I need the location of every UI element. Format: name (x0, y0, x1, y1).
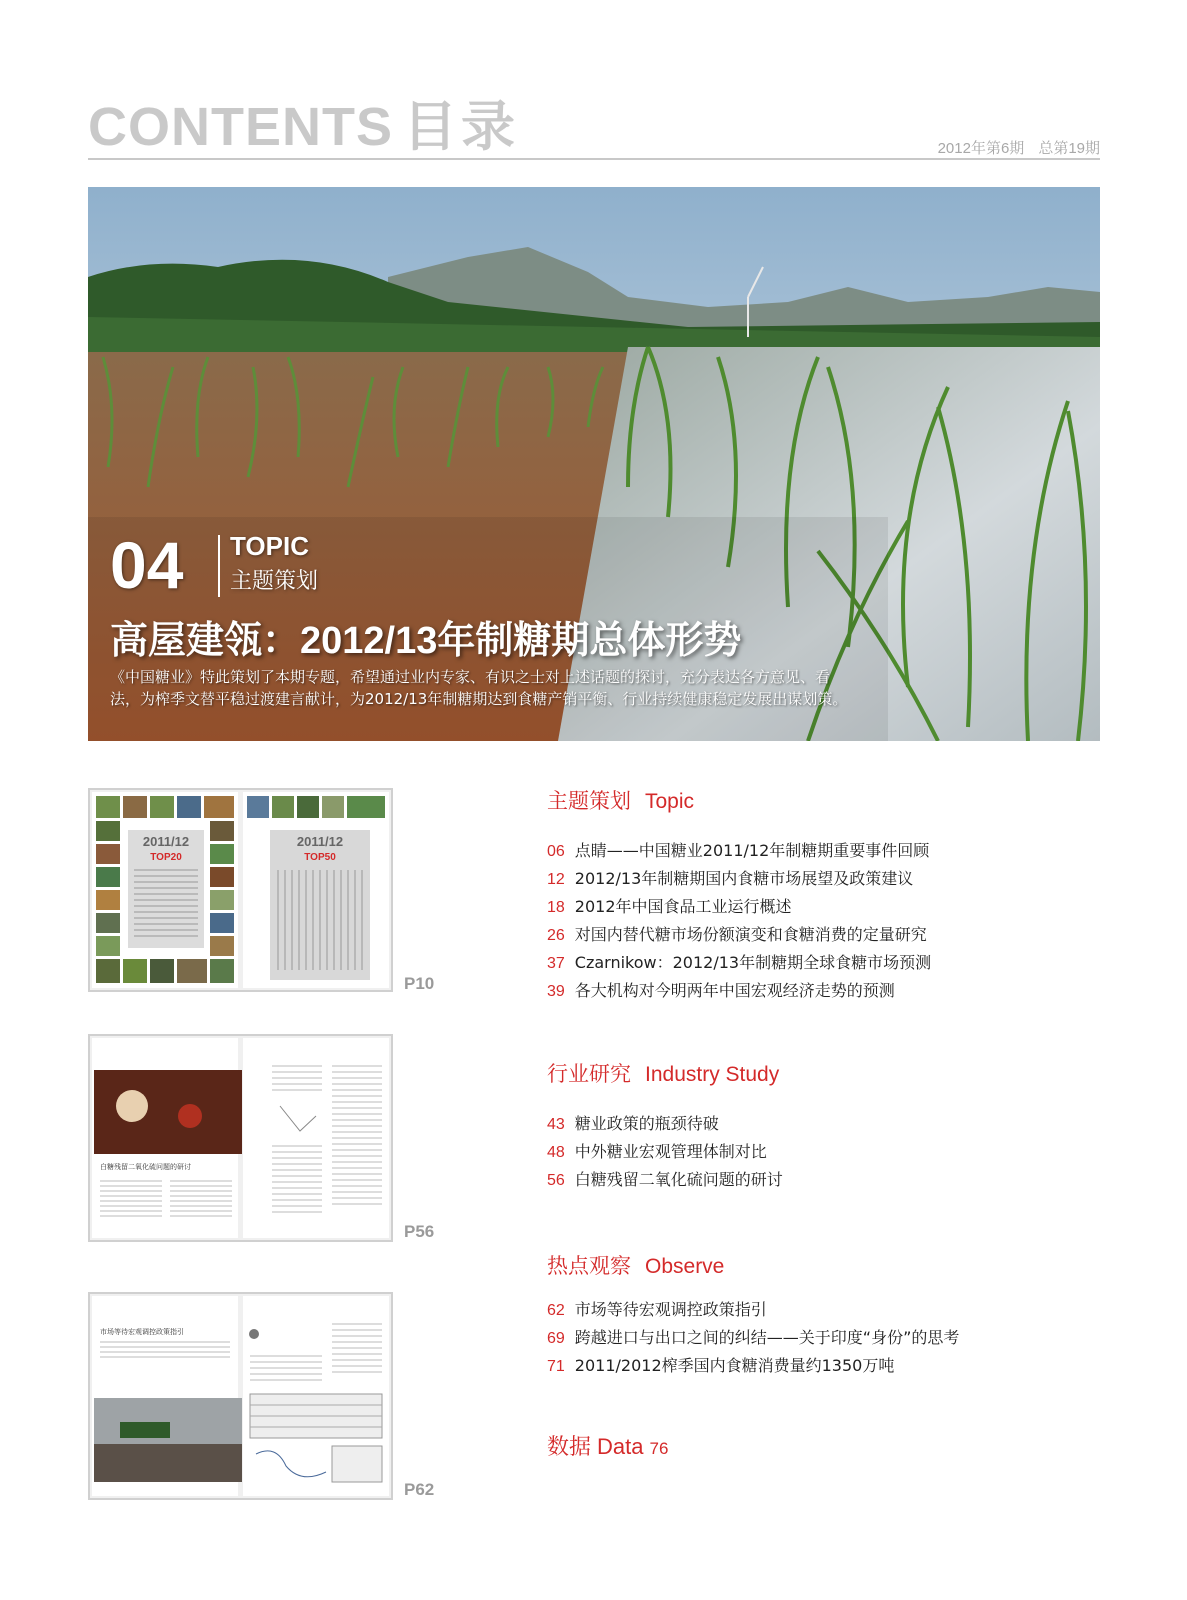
topic-label-en: TOPIC (230, 531, 309, 561)
toc-item[interactable]: 39 各大机构对今明两年中国宏观经济走势的预测 (547, 981, 895, 1000)
thumbnail-p56[interactable] (88, 1034, 393, 1242)
topic-description: 《中国糖业》特此策划了本期专题，希望通过业内专家、有识之士对上述话题的探讨，充分表达各方意见、看法，为榨季文替平稳过渡建言献计，为2012/13年制糖期达到食糖产销平衡、行业持续健康稳定发展出谋划策。 (110, 668, 848, 708)
spread-preview-p10 (90, 790, 391, 990)
p62-article-title: 市场等待宏观调控政策指引 (100, 1328, 184, 1336)
toc-item[interactable]: 37 Czarnikow：2012/13年制糖期全球食糖市场预测 (547, 953, 932, 972)
p10-left-title: 2011/12 (142, 834, 190, 849)
toc-list-industry-study (547, 1110, 1107, 1194)
title-en: CONTENTS (88, 97, 393, 157)
thumbnail-page-label-p10: P10 (404, 974, 435, 993)
topic-label-cn: 主题策划 (230, 569, 319, 594)
toc-item[interactable]: 69 跨越进口与出口之间的纠结——关于印度“身份”的思考 (547, 1328, 960, 1347)
page-title (88, 97, 519, 157)
section-title-topic: 主题策划 Topic (547, 789, 695, 813)
thumbnail-p10[interactable] (88, 788, 393, 992)
issue-number: 2012年第6期 (937, 140, 1025, 157)
toc-item[interactable]: 71 2011/2012榨季国内食糖消费量约1350万吨 (547, 1356, 895, 1375)
toc-list-topic (547, 837, 1107, 1005)
toc-item[interactable]: 12 2012/13年制糖期国内食糖市场展望及政策建议 (547, 869, 914, 888)
section-title-observe: 热点观察 Observe (547, 1254, 725, 1278)
header-divider (88, 158, 1100, 160)
spread-preview-p56 (90, 1036, 391, 1240)
topic-number: 04 (110, 528, 184, 602)
spread-preview-p62 (90, 1294, 391, 1498)
topic-headline[interactable]: 高屋建瓴：2012/13年制糖期总体形势 (110, 620, 742, 662)
hero-banner[interactable] (88, 187, 1100, 741)
issue-info (938, 137, 1100, 158)
toc-item[interactable]: 56 白糖残留二氧化硫问题的研讨 (547, 1170, 783, 1189)
p10-right-title: 2011/12 (296, 834, 344, 849)
toc-list-observe (547, 1296, 1107, 1380)
toc-item[interactable]: 06 点睛——中国糖业2011/12年制糖期重要事件回顾 (547, 841, 930, 860)
toc-item[interactable]: 43 糖业政策的瓶颈待破 (547, 1114, 719, 1133)
topic-divider (218, 535, 220, 597)
thumbnail-page-label-p62: P62 (404, 1480, 435, 1499)
toc-item[interactable]: 26 对国内替代糖市场份额演变和食糖消费的定量研究 (547, 925, 927, 944)
thumbnail-page-label-p56: P56 (404, 1222, 435, 1241)
toc-item[interactable]: 62 市场等待宏观调控政策指引 (547, 1300, 767, 1319)
section-title-data[interactable]: 数据 Data 76 (547, 1434, 669, 1460)
p10-right-sub: TOP50 (304, 852, 336, 863)
total-issue: 总第19期 (1038, 140, 1100, 157)
toc-item[interactable]: 48 中外糖业宏观管理体制对比 (547, 1142, 767, 1161)
thumbnail-p62[interactable] (88, 1292, 393, 1500)
title-cn: 目录 (403, 97, 519, 157)
p56-article-title: 白糖残留二氧化硫问题的研讨 (100, 1163, 191, 1171)
section-title-industry-study: 行业研究 Industry Study (547, 1062, 780, 1086)
p10-left-sub: TOP20 (150, 852, 182, 863)
toc-item[interactable]: 18 2012年中国食品工业运行概述 (547, 897, 792, 916)
